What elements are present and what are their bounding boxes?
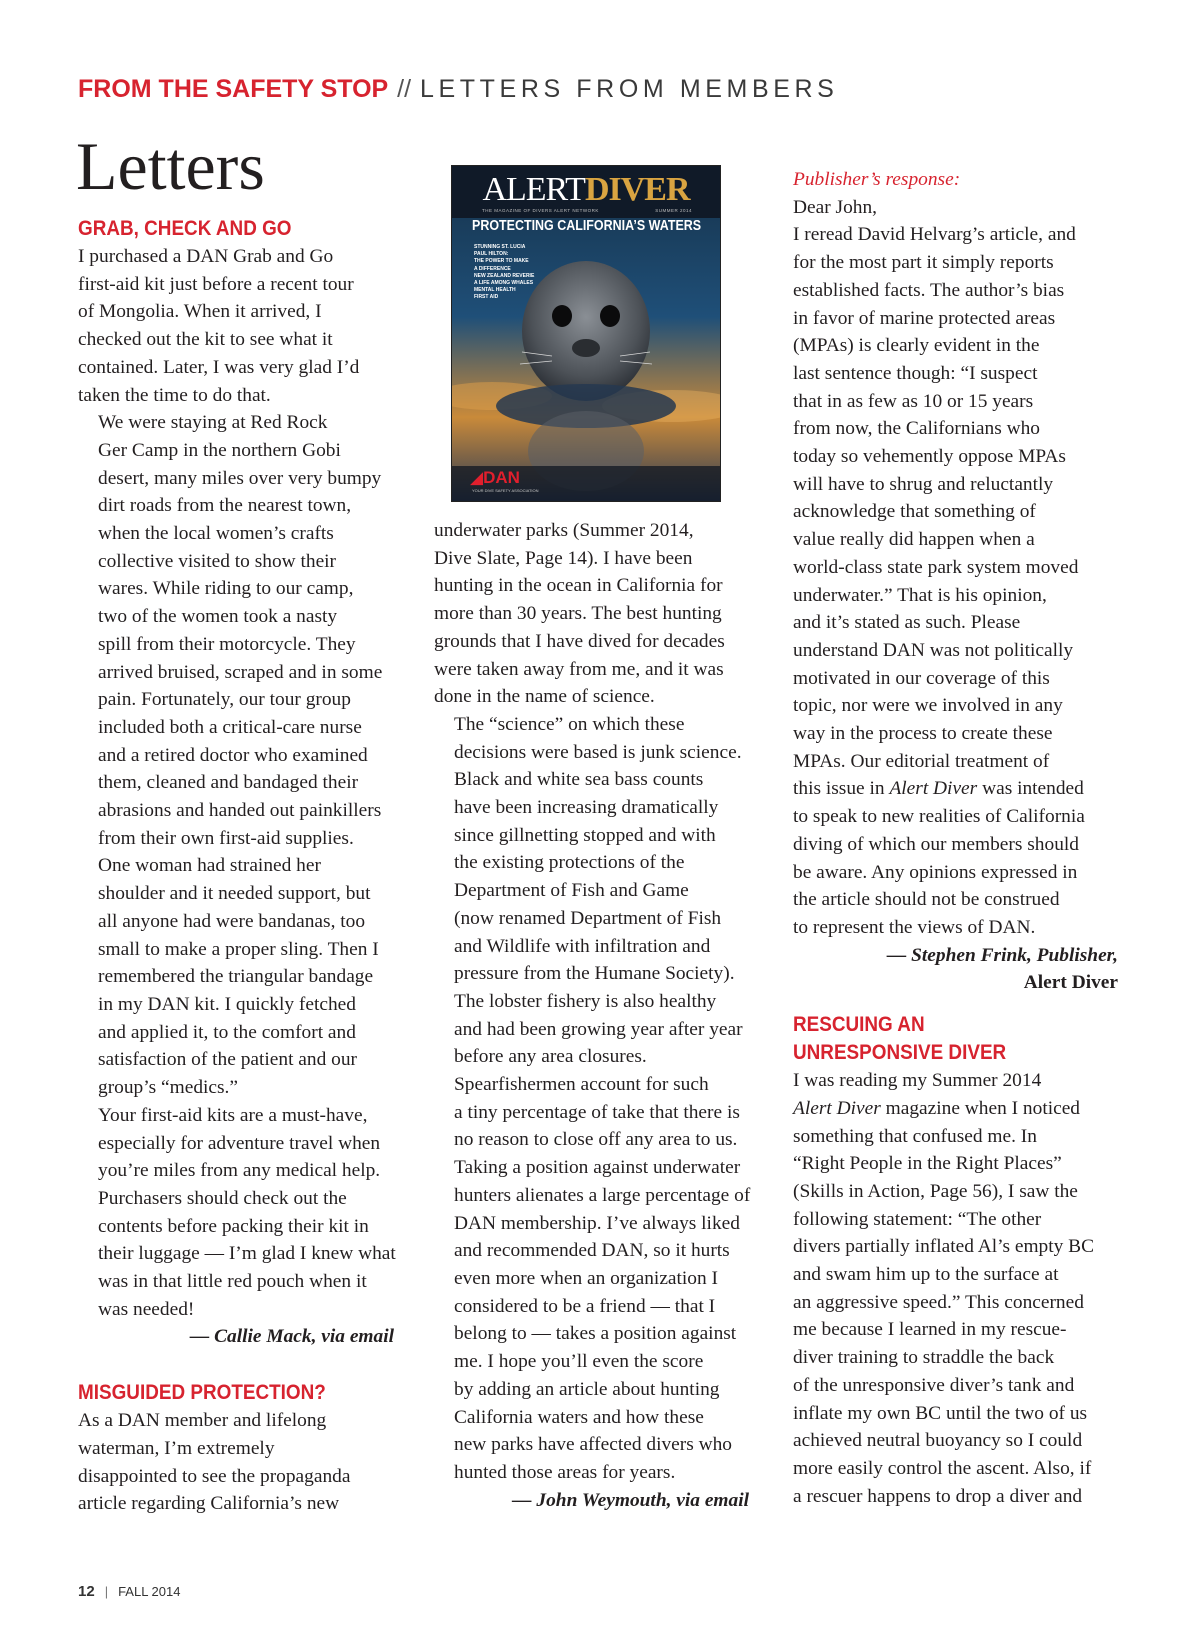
column-2 — [434, 517, 749, 1514]
letter-paragraph: We were staying at Red Rock Ger Camp in the northern Gobi desert, many miles over very bumpy dirt roads from the nearest town, when the local women’s crafts collective visited to show their wares. While riding to our camp, two of the women took a nasty spill from their motorcycle. They arrived bruised, scraped and in some pain. Fortunately, our tour group included both a critical-care nurse and a retired doctor who examined them, cleaned and bandaged their abrasions and handed out painkillers from their own first-aid supplies. One woman had strained her shoulder and it needed support, but all anyone had were bandanas, too small to make a proper sling. Then I remembered the triangular bandage in my DAN kit. I quickly fetched and applied it, to the comfort and satisfaction of the patient and our group’s “medics.” — [98, 412, 383, 1099]
footer-divider: | — [104, 1584, 109, 1599]
cover-headline: PROTECTING CALIFORNIA’S WATERS — [472, 218, 702, 234]
section-kicker — [78, 74, 838, 104]
letter-paragraph: I was reading my Summer 2014 Alert Diver magazine when I noticed something that confused me. In “Right People in the Right Places” (Skills in Action, Page 56), I saw the following statement: “The other divers partially inflated Al’s empty BC and swam him up to the surface at an aggressive speed.” This concerned me because I learned in my rescue- diver training to straddle the back of the unresponsive diver’s tank and inflate my own BC until the two of us achieved neutral buoyancy so I could more easily control the ascent. Also, if a rescuer happens to drop a diver and — [793, 1070, 1095, 1507]
response-paragraph: I reread David Helvarg’s article, and for the most part it simply reports established facts. The author’s bias in favor of marine protected areas (MPAs) is clearly evident in the last sentence though: “I suspect that in as few as 10 or 15 years from now, the Californians who today so vehemently oppose MPAs will have to shrug and reluctantly acknowledge that something of value really did happen when a world-class state park system moved underwater.” That is his opinion, and it’s stated as such. Please understand DAN was not politically motivated in our coverage of this topic, nor were we involved in any way in the process to create these MPAs. Our editorial treatment of this issue in Alert Diver was intended to speak to new realities of California diving of which our members should be aware. Any opinions expressed in the article should not be construed to represent the views of DAN. — [793, 224, 1085, 938]
cover-tagline: THE MAGAZINE OF DIVERS ALERT NETWORK SUMMER 2014 — [482, 208, 692, 213]
letter-heading: RESCUING AN UNRESPONSIVE DIVER — [793, 1013, 1007, 1065]
page-number: 12 — [78, 1583, 95, 1600]
seal-photo — [452, 166, 720, 501]
dan-flag-icon: ◢ — [470, 468, 484, 487]
letter-paragraph: The “science” on which these decisions were based is junk science. Black and white sea bass counts have been increasing dramatically since gillnetting stopped and with the existing protections of the Department of Fish and Game (now renamed Department of Fish and Wildlife with infiltration and pressure from the Humane Society). The lobster fishery is also healthy and had been growing year after year before any area closures. — [454, 713, 743, 1068]
page-title: Letters — [76, 128, 265, 204]
letter-heading: MISGUIDED PROTECTION? — [78, 1381, 326, 1405]
cover-contents: STUNNING ST. LUCIA PAUL HILTON: THE POWER TO MAKE A DIFFERENCE NEW ZEALAND REVERIE A LIFE AMONG WHALES MENTAL HEALTH FIRST AID — [474, 244, 535, 301]
section-separator: // — [397, 75, 412, 103]
letter-signature: — John Weymouth, via email — [512, 1489, 749, 1511]
magazine-cover-image — [452, 166, 720, 501]
issue-label: FALL 2014 — [118, 1584, 181, 1599]
letter-paragraph: As a DAN member and lifelong waterman, I’m extremely disappointed to see the propaganda article regarding California’s new — [78, 1410, 351, 1515]
cover-masthead: ALERTDIVER — [482, 171, 690, 208]
response-signature: — Stephen Frink, Publisher, — [886, 944, 1118, 966]
subsection-label: LETTERS FROM MEMBERS — [420, 75, 839, 103]
letter-paragraph: underwater parks (Summer 2014, Dive Slate, Page 14). I have been hunting in the ocean in California for more than 30 years. The best hunting grounds that I have dived for decades were taken away from me, and it was done in the name of science. — [434, 520, 725, 708]
column-3 — [793, 166, 1118, 1510]
column-1 — [78, 215, 394, 1518]
dan-logo-tagline: YOUR DIVE SAFETY ASSOCIATION — [472, 488, 539, 493]
page-footer — [78, 1583, 180, 1600]
letter-paragraph: Your first-aid kits are a must-have, especially for adventure travel when you’re miles from any medical help. Purchasers should check out the contents before packing their kit in their luggage — I’m glad I knew what was in that little red pouch when it was needed! — [98, 1104, 396, 1320]
response-signature-org: Alert Diver — [1023, 972, 1118, 994]
response-label: Publisher’s response: — [793, 169, 961, 190]
letter-paragraph: I purchased a DAN Grab and Go first-aid kit just before a recent tour of Mongolia. When it arrived, I checked out the kit to see what it contained. Later, I was very glad I’d taken the time to do that. — [78, 246, 360, 406]
letter-signature: — Callie Mack, via email — [189, 1326, 394, 1348]
section-label: FROM THE SAFETY STOP — [78, 75, 389, 103]
response-salutation: Dear John, — [793, 196, 878, 218]
dan-logo: ◢DAN — [470, 468, 520, 487]
letter-paragraph: Spearfishermen account for such a tiny percentage of take that there is no reason to close off any area to us. Taking a position against underwater hunters alienates a large percentage of DAN membership. I’ve always liked and recommended DAN, so it hurts even more when an organization I considered to be a friend — that I belong to — takes a position against me. I hope you’ll even the score by adding an article about hunting California waters and how these new parks have affected divers who hunted those areas for years. — [454, 1074, 751, 1483]
letter-heading: GRAB, CHECK AND GO — [78, 217, 292, 240]
